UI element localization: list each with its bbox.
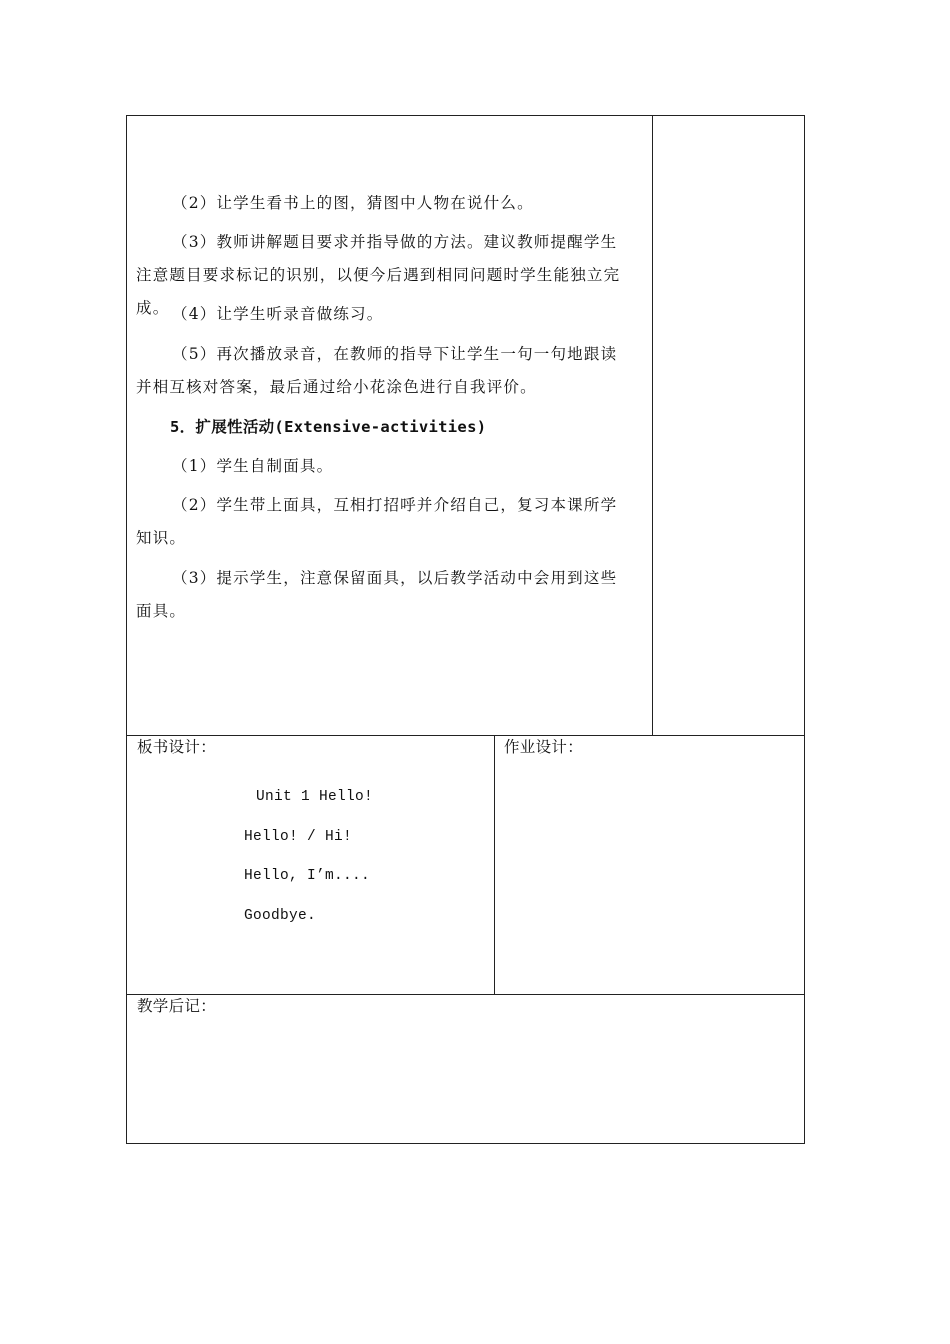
section-5-heading: 5．扩展性活动(Extensive-activities) <box>170 418 487 436</box>
activity-item-1: （1）学生自制面具。 <box>172 457 334 475</box>
step-3-text: （3）教师讲解题目要求并指导做的方法。建议教师提醒学生注意题目要求标记的识别，以便今后遇到相同问题时学生能独立完成。 <box>136 233 621 317</box>
board-line-2: Hello, I’m.... <box>244 868 371 884</box>
board-homework-divider <box>494 735 495 995</box>
step-4-text: （4）让学生听录音做练习。 <box>172 305 384 323</box>
table-left-border <box>126 115 127 1144</box>
row-divider-2 <box>126 994 805 995</box>
board-line-3: Goodbye. <box>244 908 317 924</box>
row-divider-1 <box>126 735 805 736</box>
notes-column-divider <box>652 115 653 736</box>
table-right-border <box>804 115 805 1144</box>
table-top-border <box>126 115 805 116</box>
board-line-1: Hello! / Hi! <box>244 829 353 845</box>
activity-item-3: （3）提示学生，注意保留面具，以后教学活动中会用到这些面具。 <box>136 569 618 620</box>
homework-design-label: 作业设计： <box>504 738 584 756</box>
teaching-reflection-label: 教学后记： <box>137 997 217 1015</box>
board-design-label: 板书设计： <box>137 738 217 756</box>
board-title: Unit 1 Hello! <box>256 789 374 805</box>
step-2-text: （2）让学生看书上的图，猜图中人物在说什么。 <box>172 194 534 212</box>
table-bottom-border <box>126 1143 805 1144</box>
activity-item-2: （2）学生带上面具，互相打招呼并介绍自己，复习本课所学知识。 <box>136 496 618 547</box>
step-5-text: （5）再次播放录音，在教师的指导下让学生一句一句地跟读并相互核对答案，最后通过给小花涂色进行自我评价。 <box>136 345 618 396</box>
